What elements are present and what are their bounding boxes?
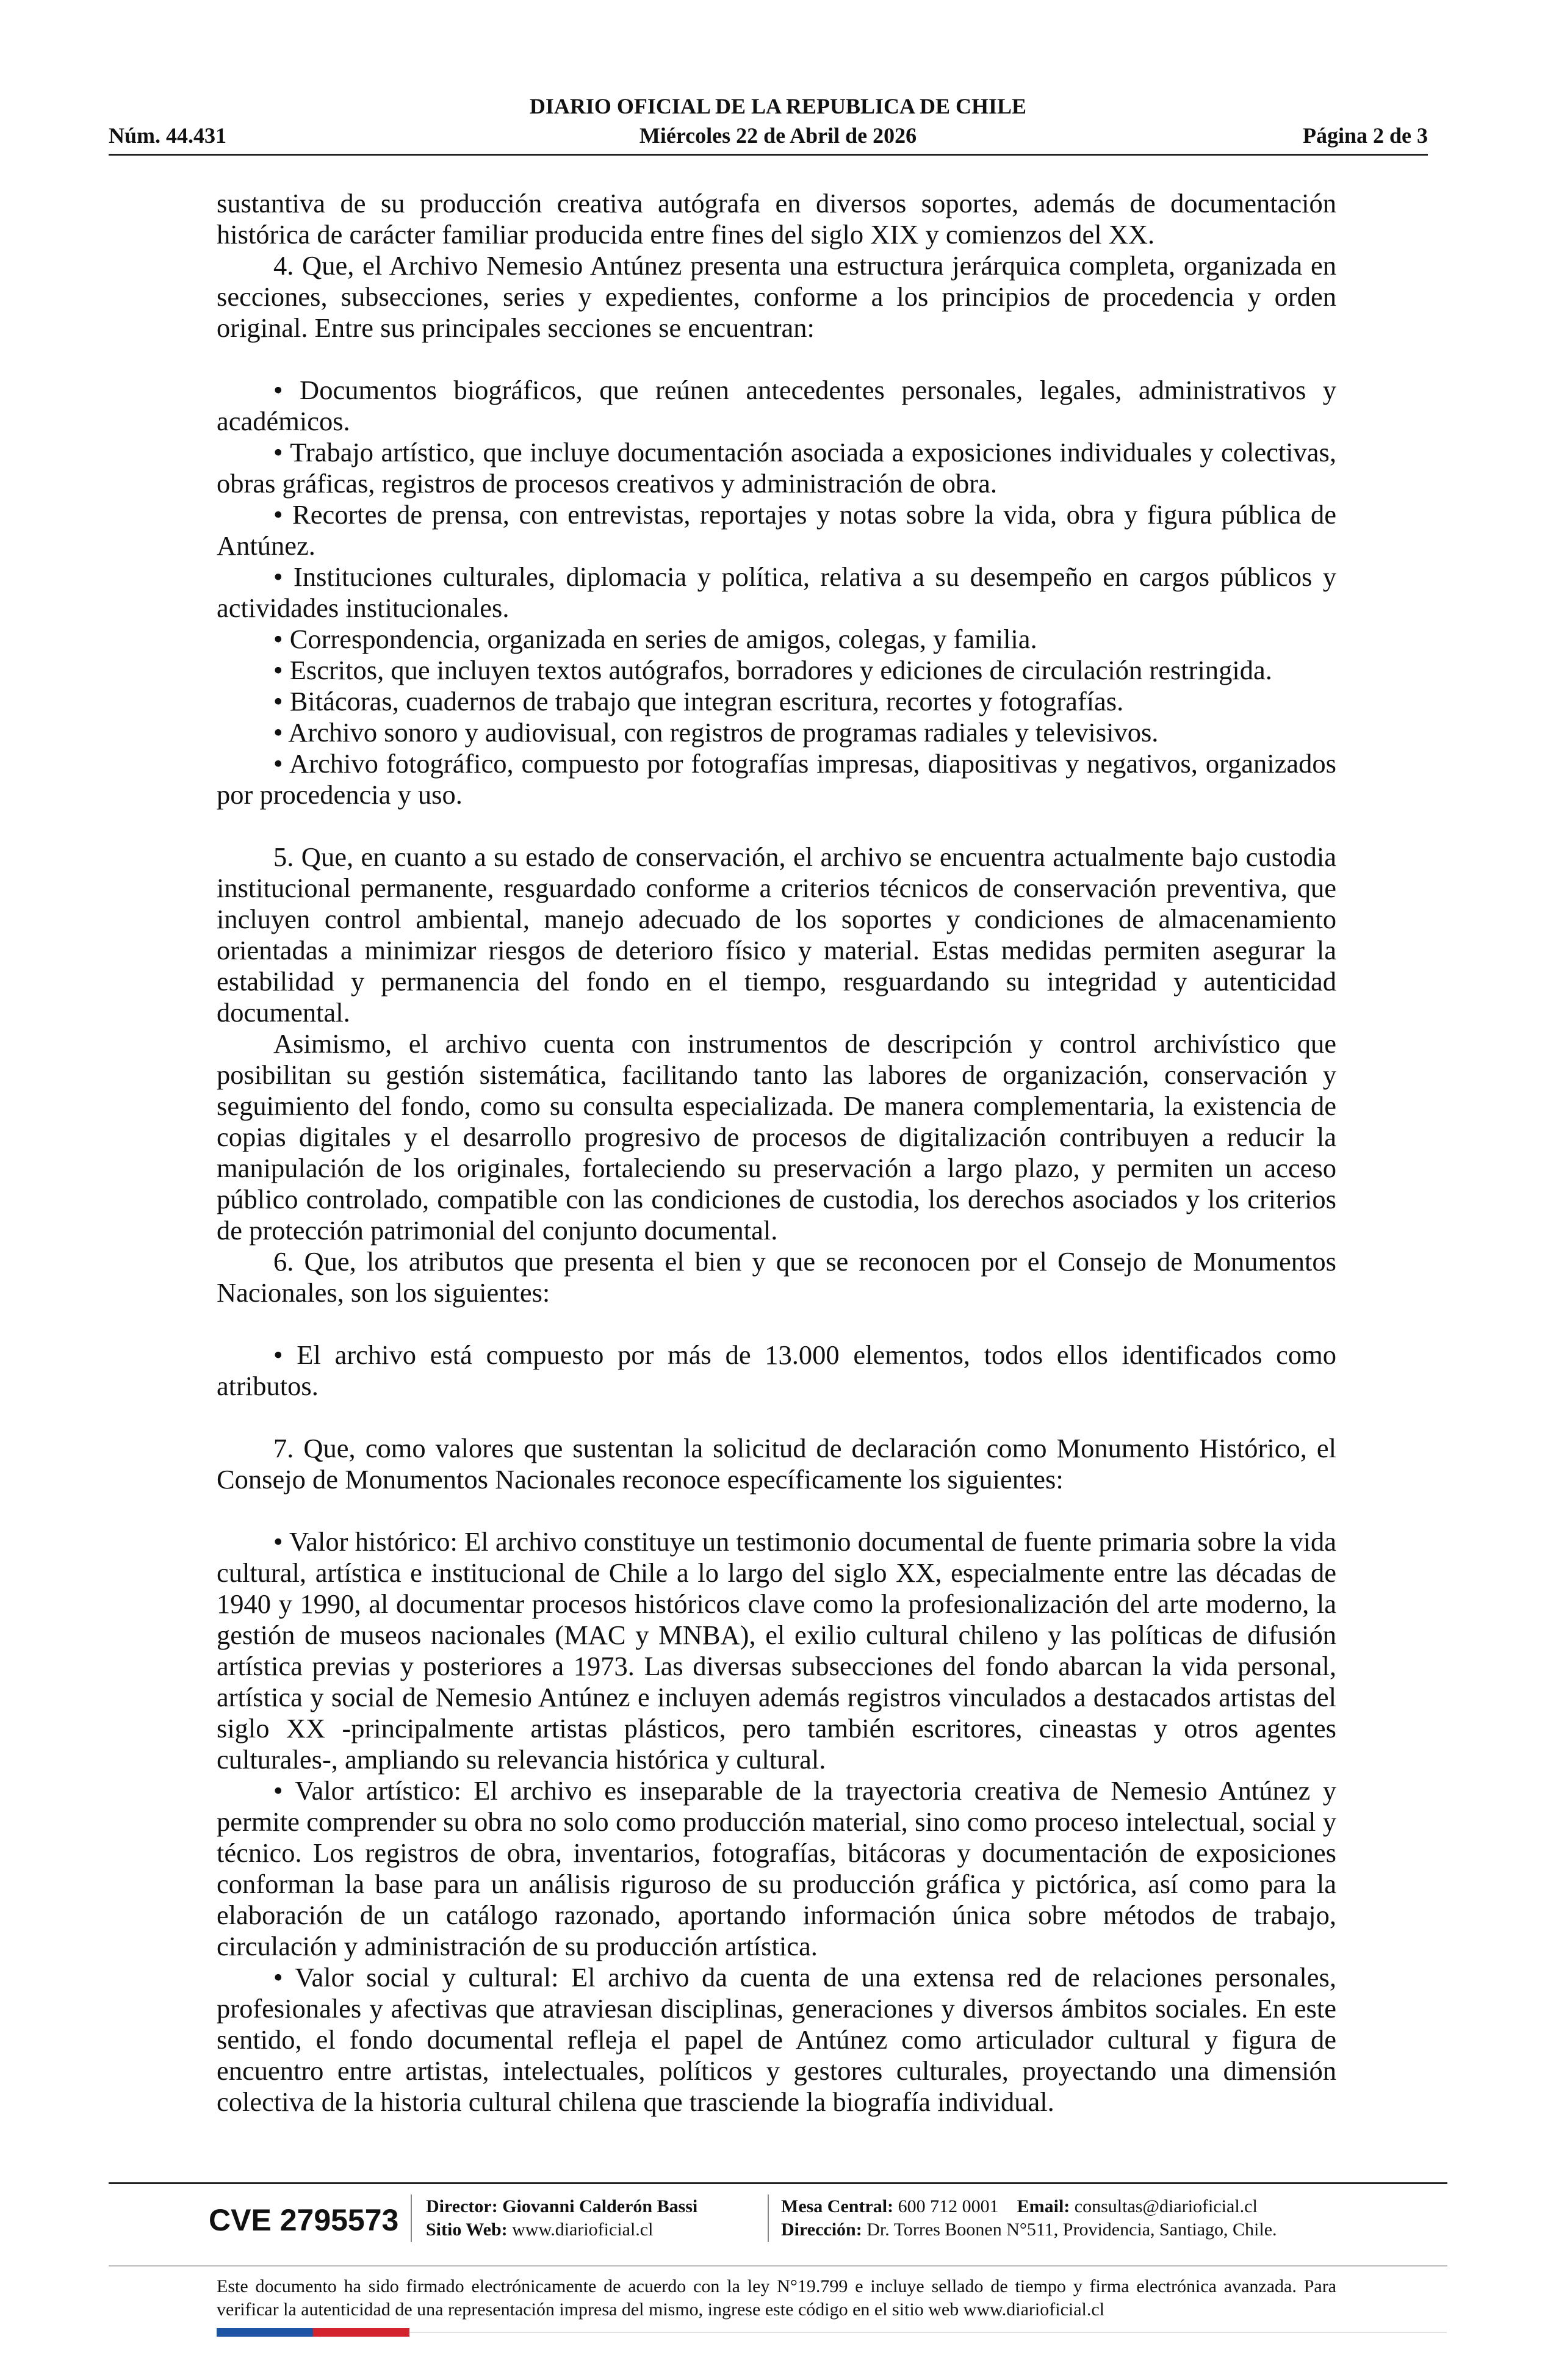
flag-stripe-blue bbox=[217, 2328, 313, 2337]
section-item: • Instituciones culturales, diplomacia y política, relativa a su desempeño en cargos públicos y actividades institucionales. bbox=[217, 561, 1336, 623]
flag-stripe-red bbox=[313, 2328, 409, 2337]
attribute-item: • El archivo está compuesto por más de 13.000 elementos, todos ellos identificados como atributos. bbox=[217, 1340, 1336, 1401]
section-item: • Trabajo artístico, que incluye documentación asociada a exposiciones individuales y colectivas, obras gráficas, registros de procesos creativos y administración de obra. bbox=[217, 437, 1336, 499]
section-item: • Archivo sonoro y audiovisual, con registros de programas radiales y televisivos. bbox=[273, 717, 1159, 748]
section-item: • Recortes de prensa, con entrevistas, reportajes y notas sobre la vida, obra y figura pública de Antúnez. bbox=[217, 499, 1336, 561]
publication-title: DIARIO OFICIAL DE LA REPUBLICA DE CHILE bbox=[529, 94, 1027, 118]
document-body bbox=[217, 188, 1336, 2118]
paragraph-intro: sustantiva de su producción creativa autógrafa en diversos soportes, además de documentación histórica de carácter familiar producida entre fines del siglo XIX y comienzos del XX. bbox=[217, 188, 1336, 250]
cve-code: CVE 2795573 bbox=[209, 2203, 399, 2237]
email-label: Email: bbox=[1017, 2196, 1070, 2216]
footer-director-block bbox=[426, 2195, 697, 2241]
footer-separator bbox=[768, 2194, 769, 2242]
section-item: • Escritos, que incluyen textos autógrafos, borradores y ediciones de circulación restringida. bbox=[273, 655, 1272, 685]
value-item-social: • Valor social y cultural: El archivo da cuenta de una extensa red de relaciones personales, profesionales y afectivas que atraviesan disciplinas, generaciones y diversos ámbitos sociales. En este sentido, el fondo documental refleja el papel de Antúnez como articulador cultural y figura de encuentro entre artistas, intelectuales, políticos y gestores culturales, proyectando una dimensión colectiva de la historia cultural chilena que trasciende la biografía individual. bbox=[217, 1962, 1336, 2117]
page-number: Página 2 de 3 bbox=[1302, 123, 1428, 148]
web-label: Sitio Web: bbox=[426, 2220, 508, 2240]
issue-number: Núm. 44.431 bbox=[109, 123, 227, 148]
paragraph-5: 5. Que, en cuanto a su estado de conservación, el archivo se encuentra actualmente bajo custodia institucional permanente, resguardado conforme a criterios técnicos de conservación preventiva, que incluyen control ambiental, manejo adecuado de los soportes y condiciones de almacenamiento orientadas a minimizar riesgos de deterioro físico y material. Estas medidas permiten asegurar la estabilidad y permanencia del fondo en el tiempo, resguardando su integridad y autenticidad documental. bbox=[217, 842, 1336, 1028]
value-item-artistic: • Valor artístico: El archivo es inseparable de la trayectoria creativa de Nemesio Antúnez y permite comprender su obra no solo como producción material, sino como proceso intelectual, social y técnico. Los registros de obra, inventarios, fotografías, bitácoras y documentación de exposiciones conforman la base para un análisis riguroso de su producción gráfica y pictórica, así como para la elaboración de un catálogo razonado, aportando información única sobre métodos de trabajo, circulación y administración de su producción artística. bbox=[217, 1775, 1336, 1961]
header-divider bbox=[109, 154, 1428, 156]
paragraph-6: 6. Que, los atributos que presenta el bien y que se reconocen por el Consejo de Monumentos Nacionales, son los siguientes: bbox=[217, 1246, 1336, 1308]
section-item: • Archivo fotográfico, compuesto por fotografías impresas, diapositivas y negativos, organizados por procedencia y uso. bbox=[217, 748, 1336, 810]
phone-label: Mesa Central: bbox=[781, 2196, 894, 2216]
flag-stripe-line bbox=[409, 2332, 1447, 2333]
value-item-historic: • Valor histórico: El archivo constituye un testimonio documental de fuente primaria sobre la vida cultural, artística e institucional de Chile a lo largo del siglo XX, especialmente entre las décadas de 1940 y 1990, al documentar procesos históricos clave como la profesionalización del arte moderno, la gestión de museos nacionales (MAC y MNBA), el exilio cultural chileno y las políticas de difusión artística previas y posteriores a 1973. Las diversas subsecciones del fondo abarcan la vida personal, artística y social de Nemesio Antúnez e incluyen además registros vinculados a destacados artistas del siglo XX -principalmente artistas plásticos, pero también escritores, cineastas y otros agentes culturales-, ampliando su relevancia histórica y cultural. bbox=[217, 1526, 1336, 1775]
paragraph-7: 7. Que, como valores que sustentan la solicitud de declaración como Monumento Histórico, el Consejo de Monumentos Nacionales reconoce específicamente los siguientes: bbox=[217, 1433, 1336, 1495]
footer-divider bbox=[109, 2182, 1447, 2184]
director-label: Director: bbox=[426, 2196, 498, 2216]
paragraph-5b: Asimismo, el archivo cuenta con instrumentos de descripción y control archivístico que posibilitan su gestión sistemática, facilitando tanto las labores de organización, conservación y seguimiento del fondo, como su consulta especializada. De manera complementaria, la existencia de copias digitales y el desarrollo progresivo de procesos de digitalización contribuyen a reducir la manipulación de los originales, fortaleciendo su preservación a largo plazo, y permiten un acceso público controlado, compatible con las condiciones de custodia, los derechos asociados y los criterios de protección patrimonial del conjunto documental. bbox=[217, 1028, 1336, 1246]
website-link[interactable]: www.diarioficial.cl bbox=[512, 2220, 654, 2240]
legal-notice: Este documento ha sido firmado electrónicamente de acuerdo con la ley N°19.799 e incluye sellado de tiempo y firma electrónica avanzada. Para verificar la autenticidad de una representación impresa del mismo, ingrese este código en el sitio web www.diarioficial.cl bbox=[217, 2276, 1336, 2320]
paragraph-4: 4. Que, el Archivo Nemesio Antúnez presenta una estructura jerárquica completa, organizada en secciones, subsecciones, series y expedientes, conforme a los principios de procedencia y orden original. Entre sus principales secciones se encuentran: bbox=[217, 250, 1336, 343]
address-label: Dirección: bbox=[781, 2220, 862, 2240]
address-text: Dr. Torres Boonen N°511, Providencia, Santiago, Chile. bbox=[866, 2220, 1277, 2240]
section-item: • Correspondencia, organizada en series de amigos, colegas, y familia. bbox=[273, 624, 1037, 654]
section-item: • Documentos biográficos, que reúnen antecedentes personales, legales, administrativos y académicos. bbox=[217, 375, 1336, 436]
phone-number: 600 712 0001 bbox=[898, 2196, 999, 2216]
email-link[interactable]: consultas@diarioficial.cl bbox=[1074, 2196, 1258, 2216]
section-item: • Bitácoras, cuadernos de trabajo que integran escritura, recortes y fotografías. bbox=[273, 686, 1124, 716]
publication-date: Miércoles 22 de Abril de 2026 bbox=[639, 123, 917, 148]
director-name: Giovanni Calderón Bassi bbox=[502, 2196, 698, 2216]
footer-divider-2 bbox=[109, 2265, 1447, 2266]
footer-contact-block bbox=[781, 2195, 1277, 2241]
footer-separator bbox=[411, 2194, 412, 2242]
